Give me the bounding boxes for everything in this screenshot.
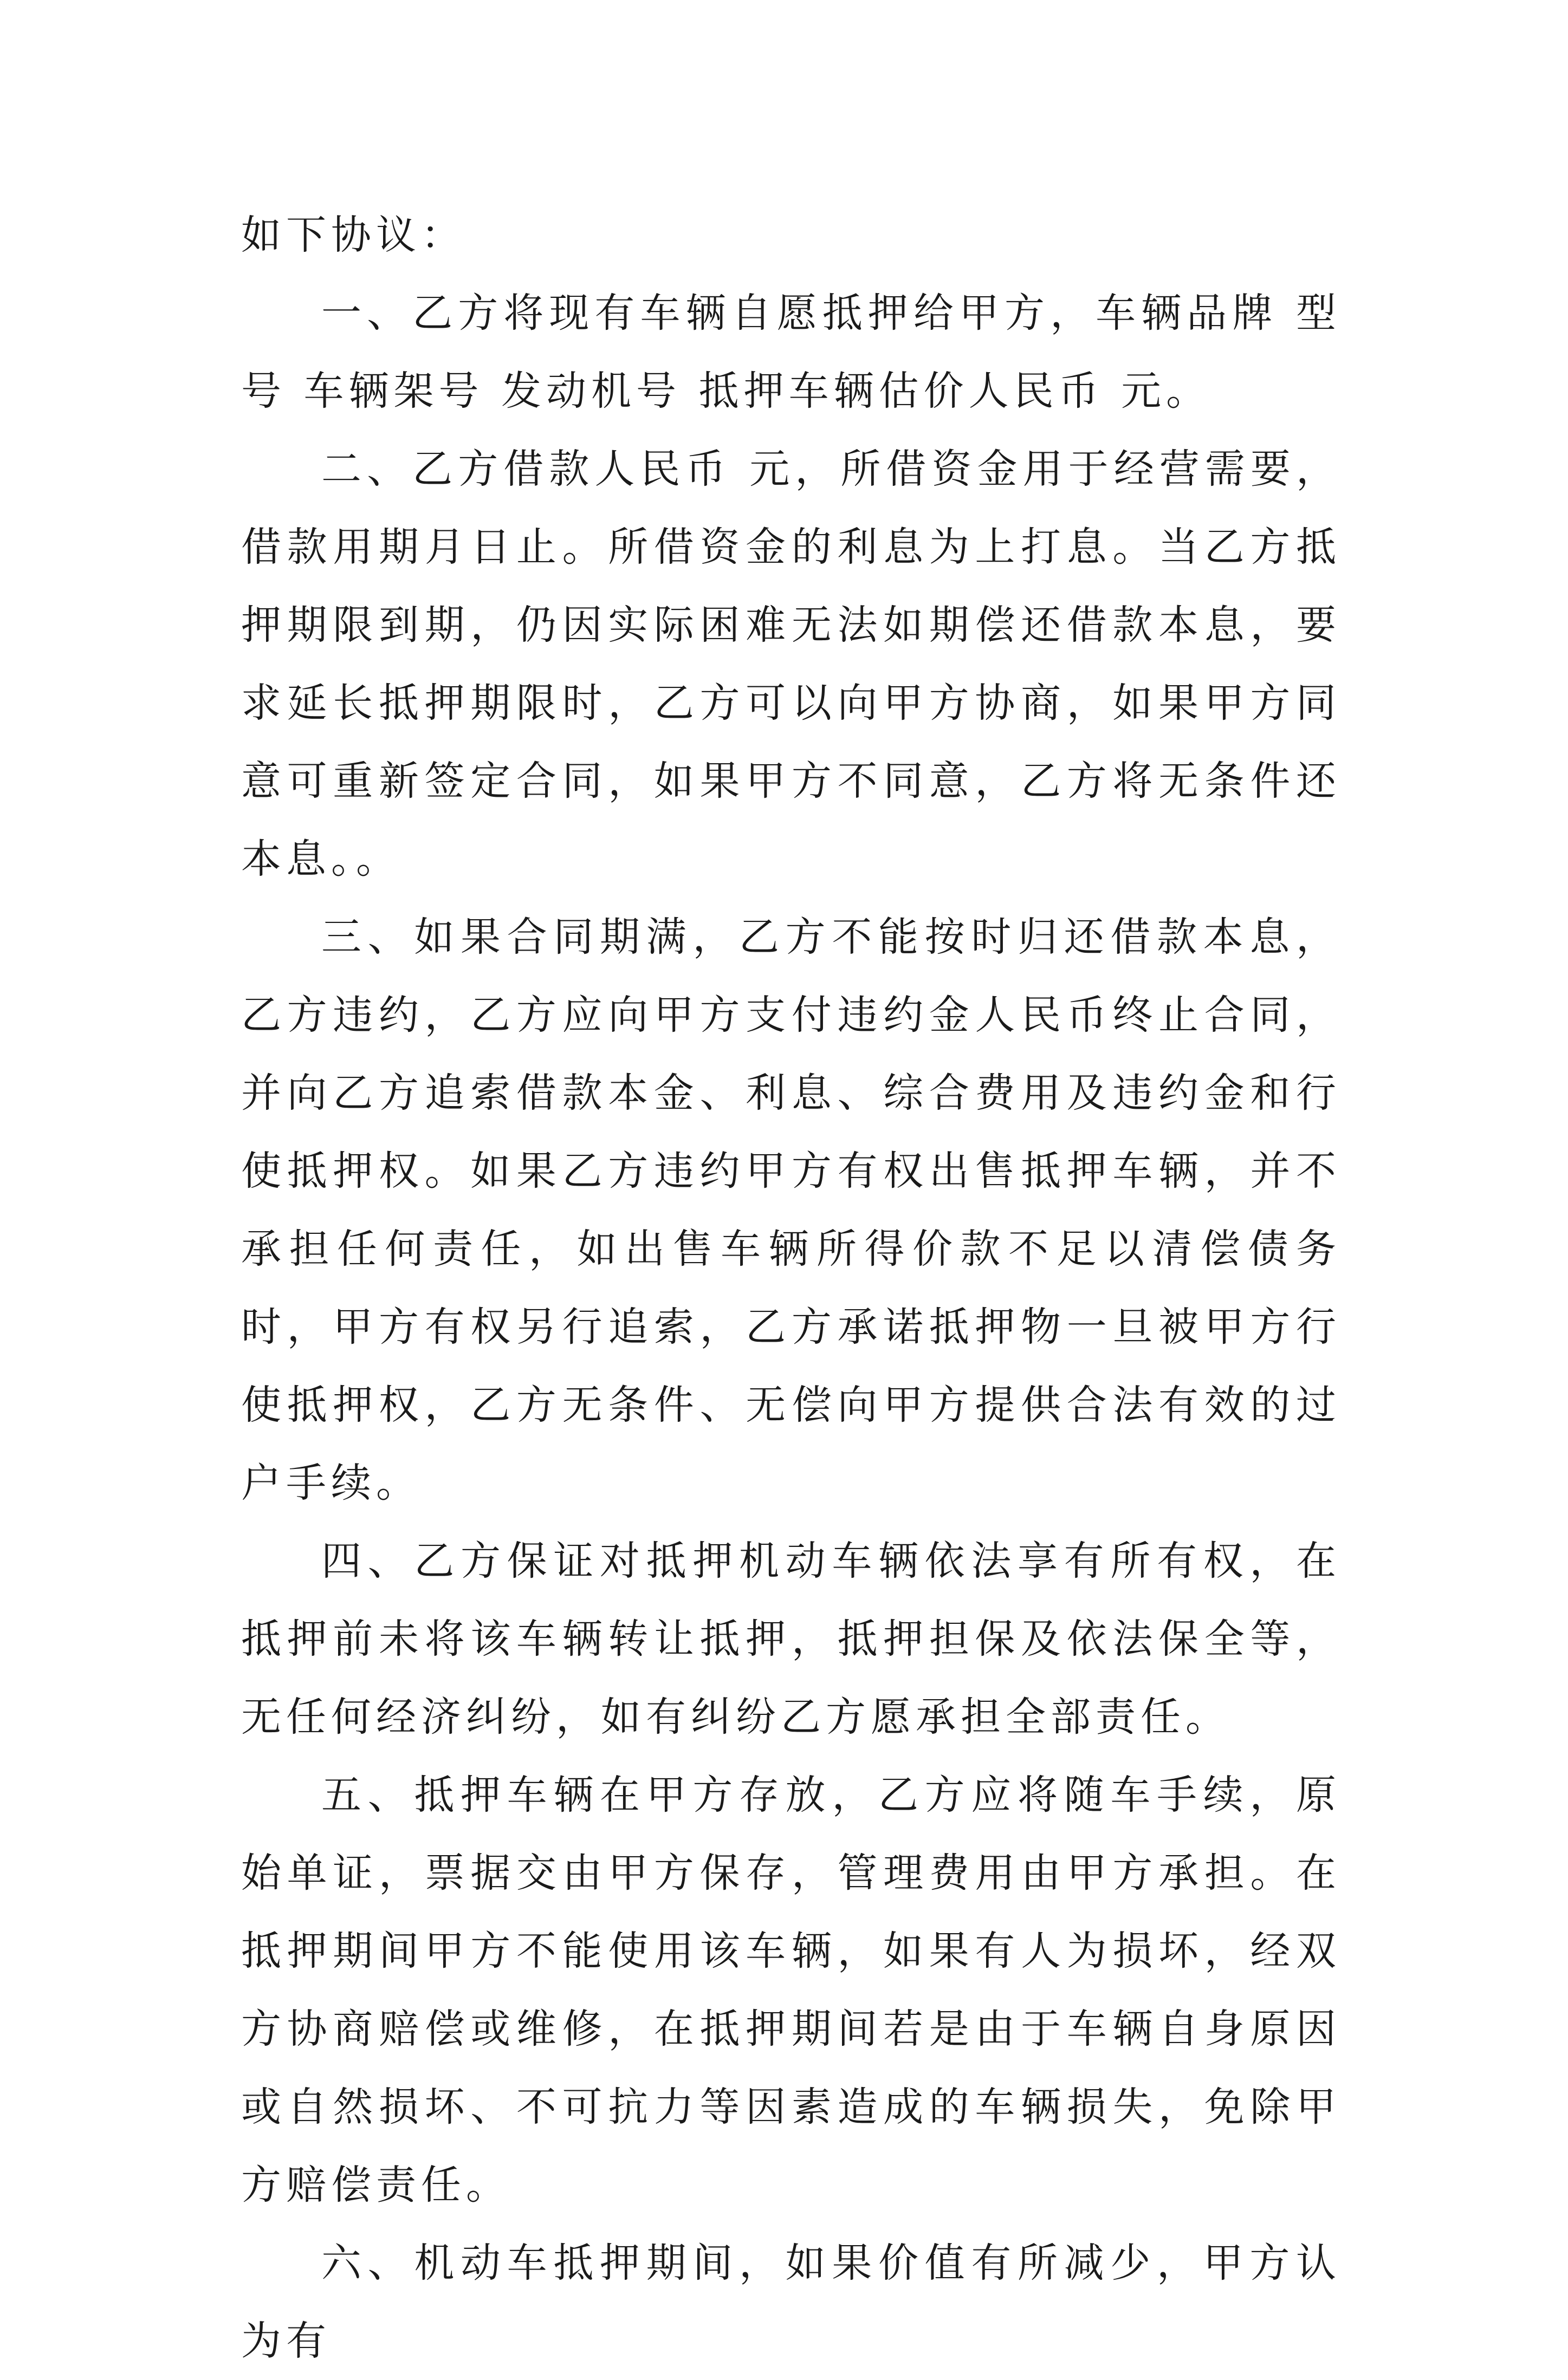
clause-6: 六、机动车抵押期间，如果价值有所减少，甲方认为有 xyxy=(241,2240,1341,2364)
clause-1: 一、乙方将现有车辆自愿抵押给甲方，车辆品牌 型号 车辆架号 发动机号 抵押车辆估价人民币 元。 xyxy=(241,290,1341,414)
clause-2: 二、乙方借款人民币 元，所借资金用于经营需要，借款用期月日止。所借资金的利息为上打息。当乙方抵押期限到期，仍因实际困难无法如期偿还借款本息，要求延长抵押期限时，乙方可以向甲方协商，如果甲方同意可重新签定合同，如果甲方不同意，乙方将无条件还本息。。 xyxy=(241,446,1341,882)
document-body xyxy=(241,196,1341,2380)
intro-line: 如下协议： xyxy=(241,212,466,258)
clause-4: 四、乙方保证对抵押机动车辆依法享有所有权，在抵押前未将该车辆转让抵押，抵押担保及依法保全等，无任何经济纠纷，如有纠纷乙方愿承担全部责任。 xyxy=(241,1538,1341,1740)
clause-5: 五、抵押车辆在甲方存放，乙方应将随车手续，原始单证，票据交由甲方保存，管理费用由甲方承担。在抵押期间甲方不能使用该车辆，如果有人为损坏，经双方协商赔偿或维修，在抵押期间若是由于车辆自身原因或自然损坏、不可抗力等因素造成的车辆损失，免除甲方赔偿责任。 xyxy=(241,1772,1341,2208)
clause-3: 三、如果合同期满，乙方不能按时归还借款本息，乙方违约，乙方应向甲方支付违约金人民币终止合同，并向乙方追索借款本金、利息、综合费用及违约金和行使抵押权。如果乙方违约甲方有权出售抵押车辆，并不承担任何责任，如出售车辆所得价款不足以清偿债务时，甲方有权另行追索，乙方承诺抵押物一旦被甲方行使抵押权，乙方无条件、无偿向甲方提供合法有效的过户手续。 xyxy=(241,914,1341,1506)
